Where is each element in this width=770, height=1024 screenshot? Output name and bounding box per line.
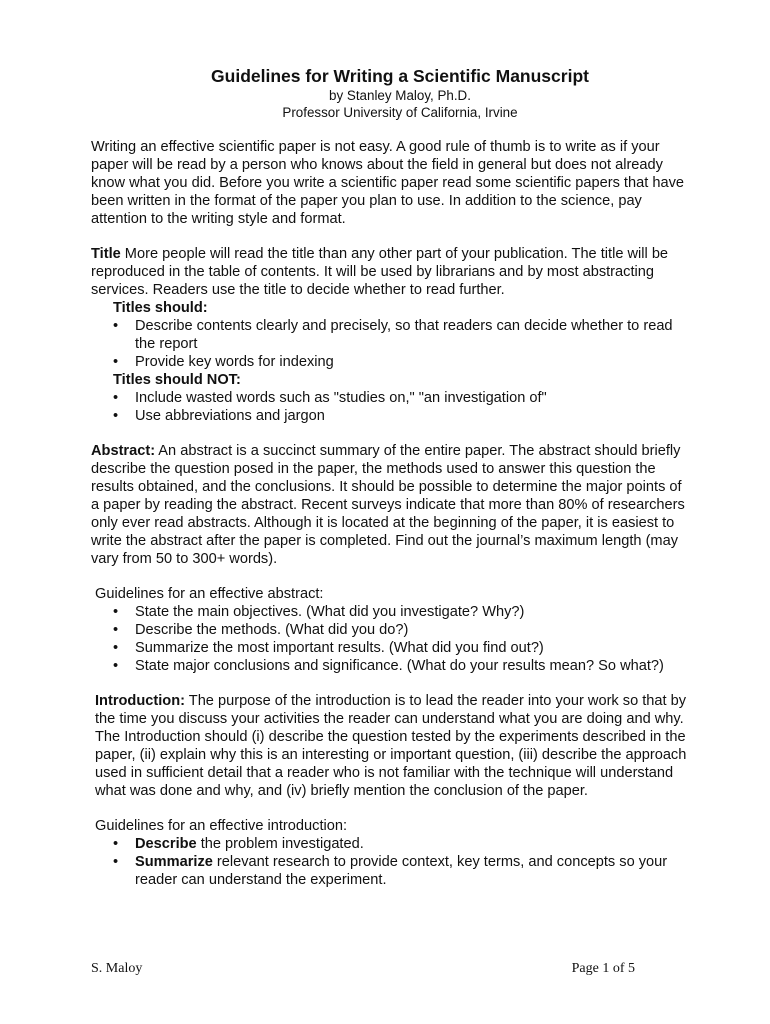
- bullet-icon: •: [113, 622, 119, 638]
- bullet-icon: •: [113, 604, 119, 620]
- abstract-guidelines-heading: Guidelines for an effective abstract:: [95, 586, 324, 602]
- introduction-section-text: The purpose of the introduction is to lead the reader into your work so that by the time you discuss your activities the reader can understand what you are doing and why. The Introduction should (i) describe the question tested by the experiments described in the paper, (ii) explain why this is an interesting or important question, (iii) describe the approach used in sufficient detail that a reader who is not familiar with the technique will understand what was done and why, and (iv) briefly mention the conclusion of the paper.: [95, 693, 687, 799]
- bullet-icon: •: [113, 640, 119, 656]
- abstract-section-heading: Abstract:: [91, 443, 156, 459]
- list-item: • Provide key words for indexing: [113, 354, 334, 370]
- document-title: Guidelines for Writing a Scientific Manuscript: [211, 66, 589, 86]
- affiliation-line: Professor University of California, Irvine: [282, 105, 518, 120]
- bullet-icon: •: [113, 836, 119, 852]
- introduction-guidelines-list: [91, 835, 691, 889]
- abstract-guidelines-list: [91, 603, 691, 675]
- list-item: • Summarize the most important results. (What did you find out?): [113, 640, 544, 656]
- bullet-icon: •: [113, 658, 119, 674]
- list-item: • Use abbreviations and jargon: [113, 408, 325, 424]
- footer-page-number: Page 1 of 5: [571, 961, 635, 976]
- title-section-text: More people will read the title than any other part of your publication. The title will be reproduced in the table of contents. It will be used by librarians and by most abstracting services. Readers use the title to decide whether to read further.: [91, 246, 669, 298]
- titles-should-not-list: [91, 389, 691, 425]
- list-item: • Describe the problem investigated.: [113, 836, 364, 852]
- bullet-icon: •: [113, 854, 119, 870]
- list-item: • Describe the methods. (What did you do?): [113, 622, 409, 638]
- document-content: [91, 66, 691, 889]
- bullet-icon: •: [113, 318, 119, 334]
- abstract-section-paragraph: [91, 442, 691, 568]
- intro-paragraph: Writing an effective scientific paper is not easy. A good rule of thumb is to write as if your paper will be read by a person who knows about the field in general but does not already know what you did. Before you write a scientific paper read some scientific papers that have been written in the format of the paper you plan to use. In addition to the science, pay attention to the writing style and format.: [91, 139, 684, 227]
- introduction-section-paragraph: [91, 692, 691, 800]
- author-line: by Stanley Maloy, Ph.D.: [329, 88, 471, 103]
- list-item: • Summarize relevant research to provide context, key terms, and concepts so your reader can understand the experiment.: [113, 854, 668, 888]
- titles-should-list: [91, 317, 691, 371]
- list-item: • Include wasted words such as "studies on," "an investigation of": [113, 390, 547, 406]
- titles-should-not-heading: Titles should NOT:: [113, 372, 241, 388]
- titles-should-heading: Titles should:: [113, 300, 208, 316]
- title-section-heading: Title: [91, 246, 121, 262]
- abstract-section-text: An abstract is a succinct summary of the entire paper. The abstract should briefly describe the question posed in the paper, the methods used to answer this question the results obtained, and the conclusions. It should be possible to determine the major points of a paper by reading the abstract. Recent surveys indicate that more than 80% of researchers only ever read abstracts. Although it is located at the beginning of the paper, it is easiest to write the abstract after the paper is completed. Find out the journal’s maximum length (may vary from 50 to 300+ words).: [91, 443, 685, 567]
- introduction-guidelines-heading: Guidelines for an effective introduction:: [95, 818, 348, 834]
- bullet-icon: •: [113, 390, 119, 406]
- list-item: • State the main objectives. (What did you investigate? Why?): [113, 604, 525, 620]
- list-item: • Describe contents clearly and precisely, so that readers can decide whether to read the report: [113, 318, 673, 352]
- bullet-icon: •: [113, 408, 119, 424]
- list-item: • State major conclusions and significance. (What do your results mean? So what?): [113, 658, 664, 674]
- introduction-section-heading: Introduction:: [95, 693, 185, 709]
- footer-author: S. Maloy: [91, 961, 143, 976]
- title-section-paragraph: [91, 245, 691, 299]
- bullet-icon: •: [113, 354, 119, 370]
